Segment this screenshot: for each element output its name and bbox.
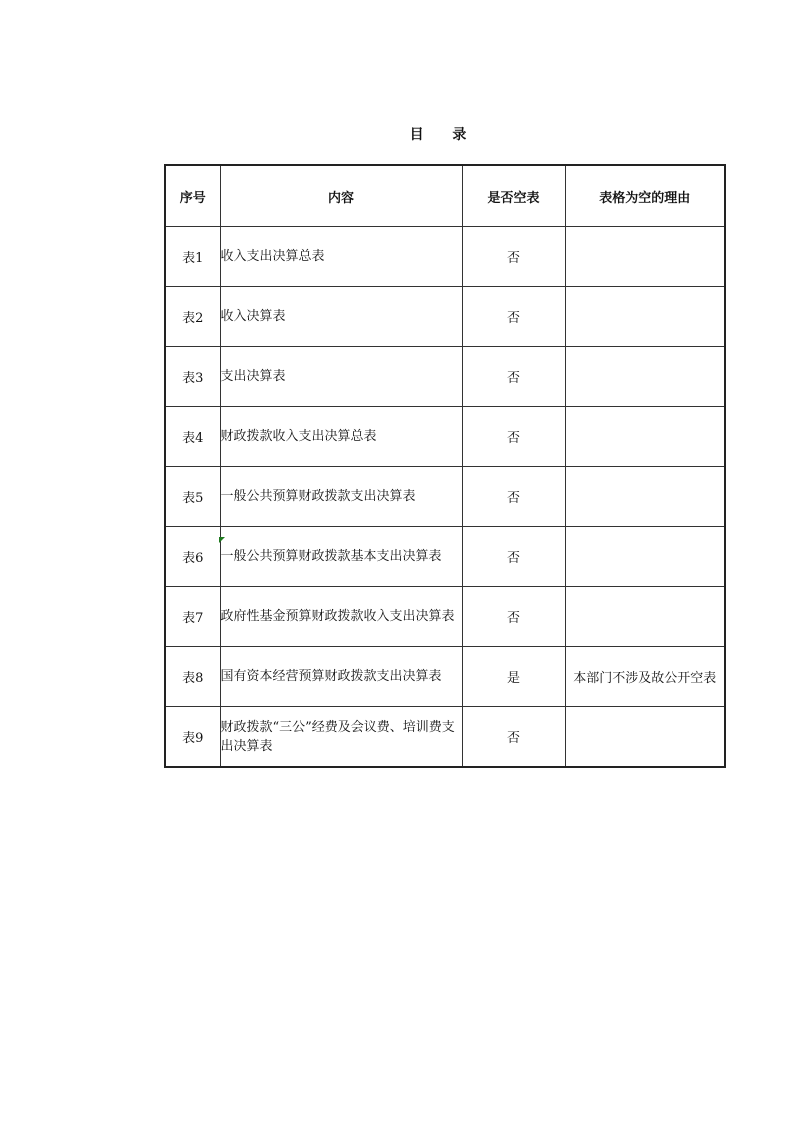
table-row: [165, 227, 725, 287]
column-header-is-empty: 是否空表: [462, 165, 565, 227]
cell-comment-indicator: [219, 537, 225, 543]
row-content-cell: 财政拨款收入支出决算总表: [220, 407, 462, 467]
row-is-empty-cell: 是: [462, 647, 565, 707]
row-reason-cell: [565, 467, 725, 527]
row-content-cell: 一般公共预算财政拨款支出决算表: [220, 467, 462, 527]
row-is-empty-cell: 否: [462, 707, 565, 768]
row-is-empty-cell: 否: [462, 227, 565, 287]
row-number-cell: 表8: [165, 647, 220, 707]
row-reason-cell: [565, 707, 725, 768]
table-row: [165, 287, 725, 347]
table-row: [165, 647, 725, 707]
row-number-cell: 表3: [165, 347, 220, 407]
row-is-empty-cell: 否: [462, 467, 565, 527]
row-number-cell: 表7: [165, 587, 220, 647]
table-row: [165, 707, 725, 768]
row-reason-cell: [565, 407, 725, 467]
table-row: [165, 587, 725, 647]
row-is-empty-cell: 否: [462, 407, 565, 467]
column-header-content: 内容: [220, 165, 462, 227]
table-of-contents: [164, 164, 726, 768]
table-row: [165, 467, 725, 527]
row-number-cell: 表1: [165, 227, 220, 287]
row-content-cell: 收入支出决算总表: [220, 227, 462, 287]
row-content-cell: 政府性基金预算财政拨款收入支出决算表: [220, 587, 462, 647]
row-number-cell: 表9: [165, 707, 220, 768]
row-reason-cell: [565, 587, 725, 647]
row-is-empty-cell: 否: [462, 527, 565, 587]
row-content-cell: 收入决算表: [220, 287, 462, 347]
page-title: 目 录: [409, 127, 479, 143]
table-row: [165, 527, 725, 587]
table-row: [165, 407, 725, 467]
row-reason-cell: 本部门不涉及故公开空表: [565, 647, 725, 707]
row-number-cell: 表4: [165, 407, 220, 467]
row-number-cell: 表5: [165, 467, 220, 527]
row-content-cell: 财政拨款“三公”经费及会议费、培训费支出决算表: [220, 707, 462, 768]
row-number-cell: 表6: [165, 527, 220, 587]
row-is-empty-cell: 否: [462, 587, 565, 647]
row-number-cell: 表2: [165, 287, 220, 347]
row-is-empty-cell: 否: [462, 347, 565, 407]
table-header-row: [165, 165, 725, 227]
row-reason-cell: [565, 227, 725, 287]
row-is-empty-cell: 否: [462, 287, 565, 347]
column-header-reason: 表格为空的理由: [565, 165, 725, 227]
row-content-cell: 一般公共预算财政拨款基本支出决算表: [220, 527, 462, 587]
column-header-number: 序号: [165, 165, 220, 227]
table-row: [165, 347, 725, 407]
row-reason-cell: [565, 347, 725, 407]
row-reason-cell: [565, 527, 725, 587]
row-content-cell: 国有资本经营预算财政拨款支出决算表: [220, 647, 462, 707]
row-reason-cell: [565, 287, 725, 347]
row-content-cell: 支出决算表: [220, 347, 462, 407]
